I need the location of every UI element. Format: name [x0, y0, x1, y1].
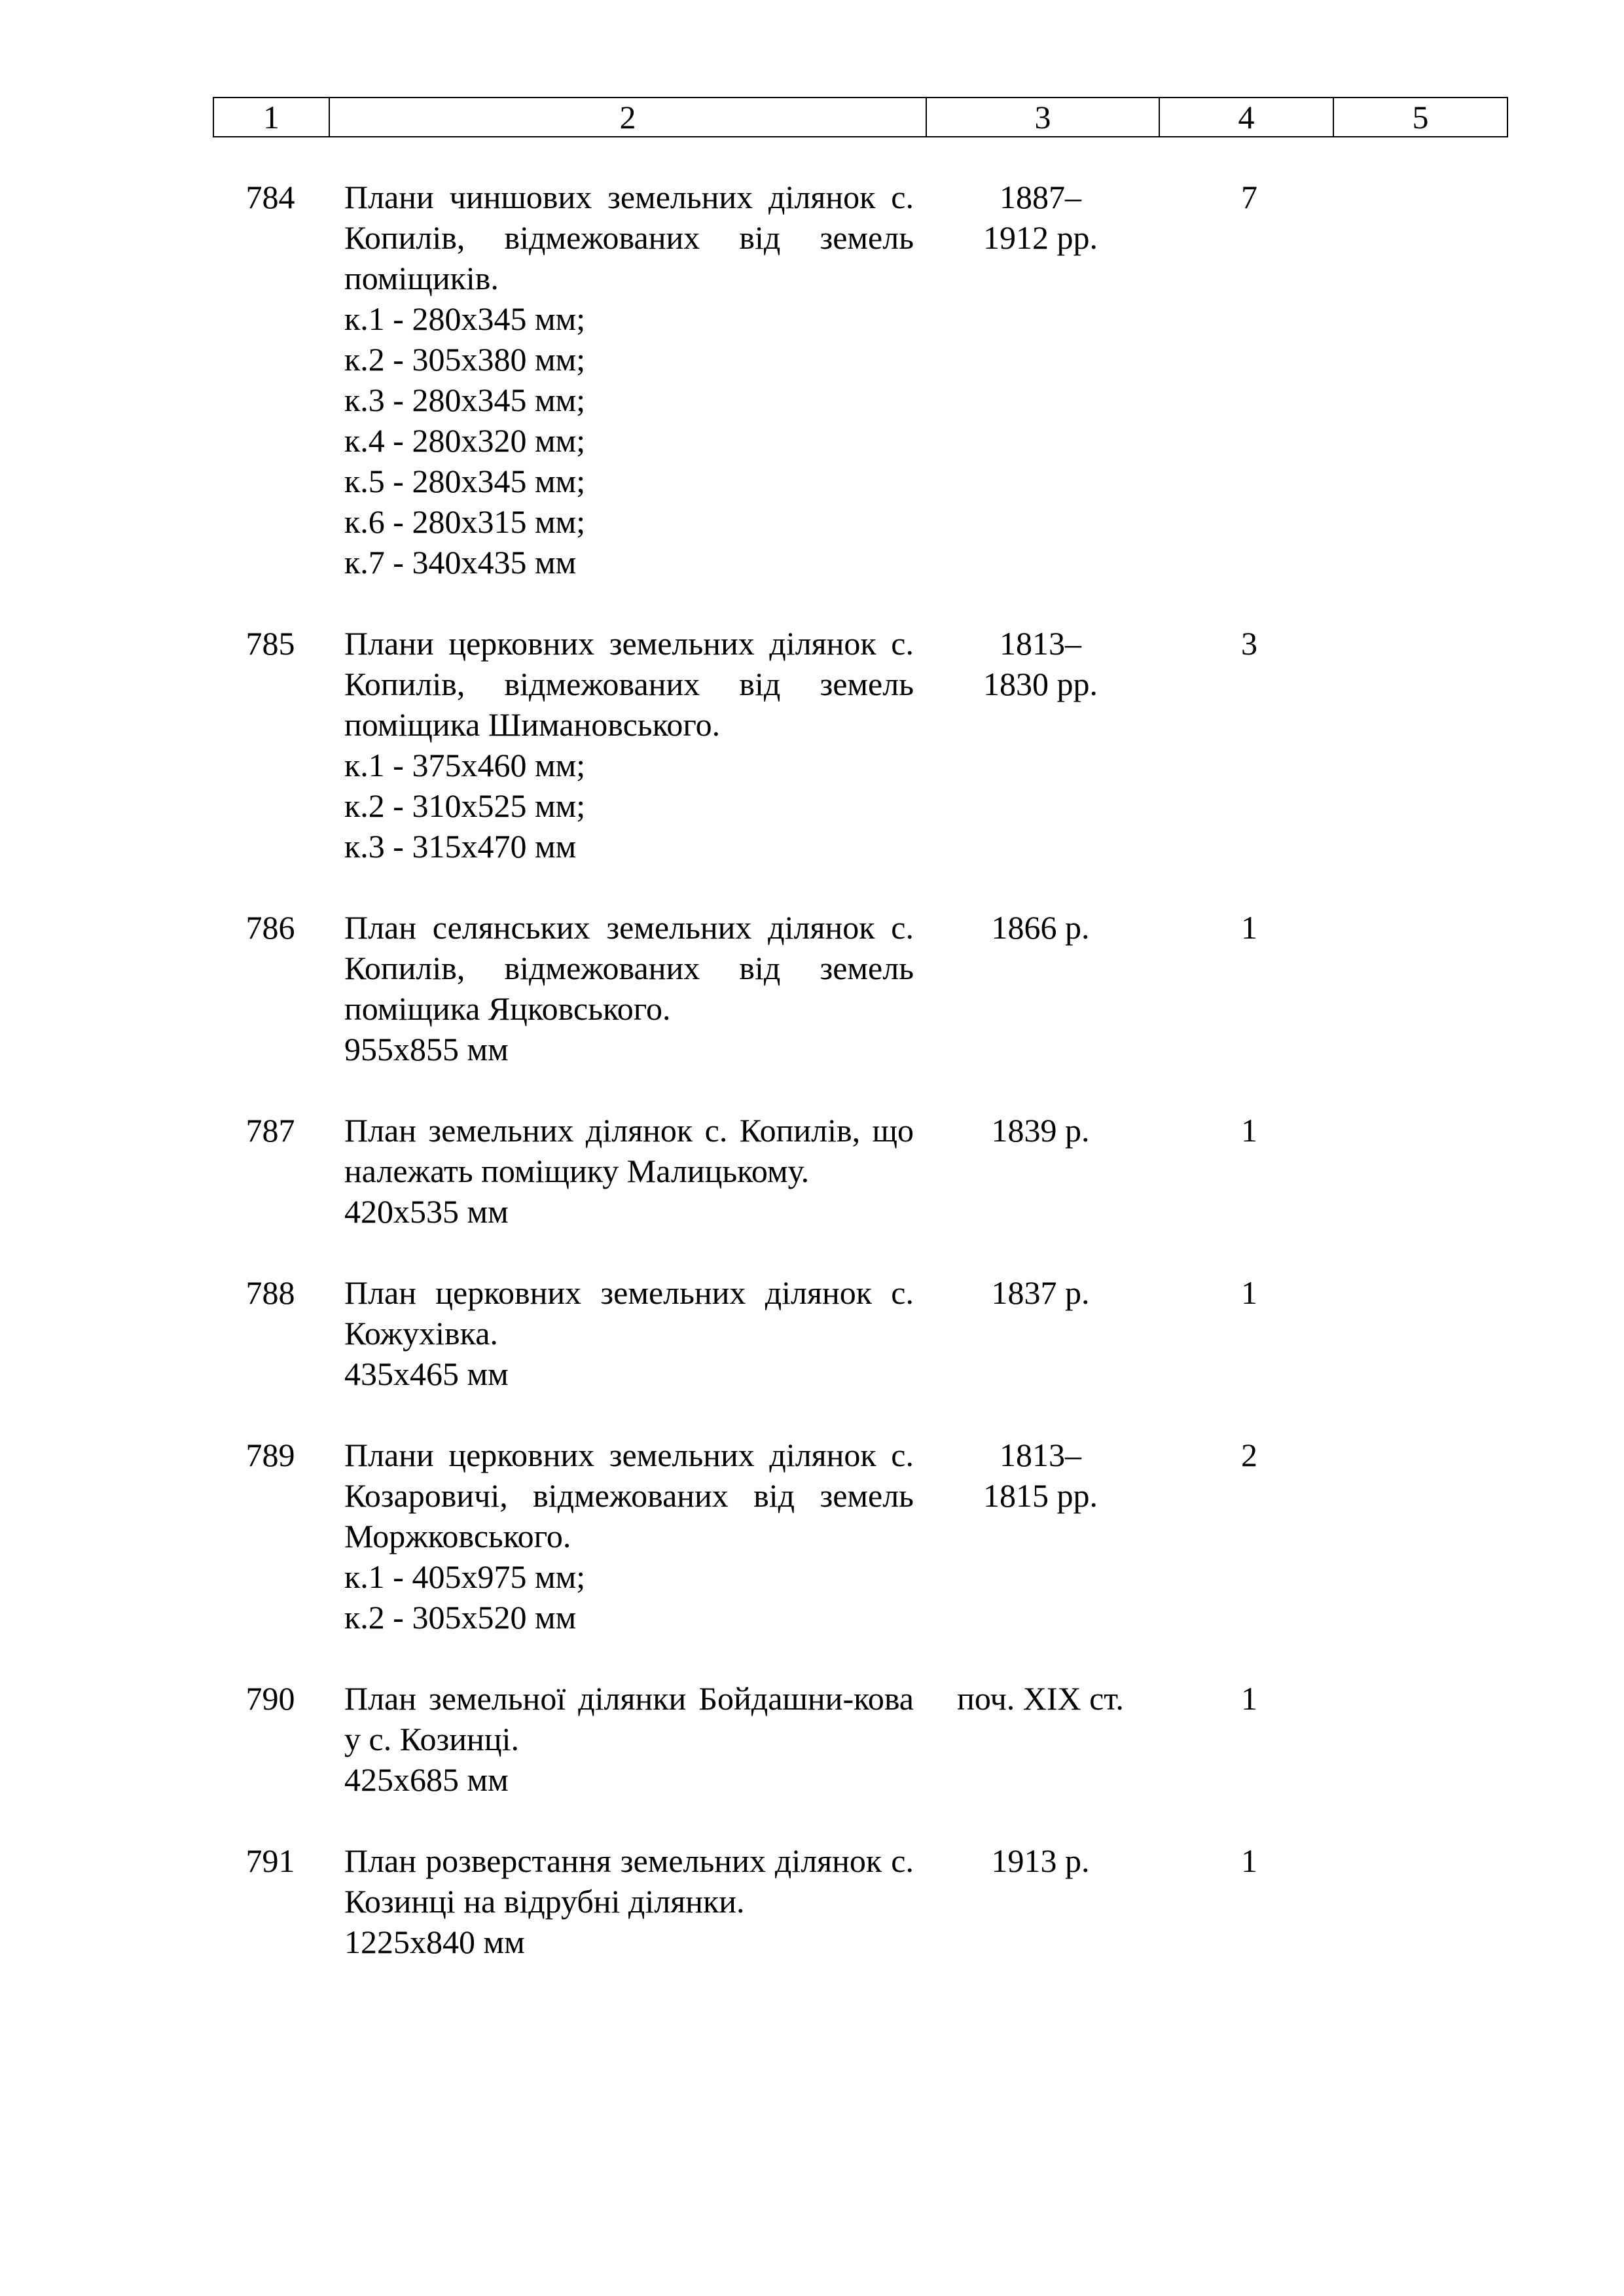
- entry-dates: [924, 1435, 1157, 1516]
- inventory-entry: [0, 907, 1624, 1069]
- column-header-row: [213, 97, 1508, 137]
- entry-title: План земельних ділянок с. Копилів, що належать поміщику Малицькому.: [344, 1112, 914, 1189]
- entry-date-line: 1866 р.: [991, 909, 1090, 946]
- entry-size-line: к.1 - 375х460 мм;: [344, 747, 586, 783]
- entry-dates: [924, 1272, 1157, 1313]
- entry-title: Плани чиншових земельних ділянок с. Копилів, відмежованих від земель поміщиків.: [344, 179, 914, 296]
- entry-title: Плани церковних земельних ділянок с. Копилів, відмежованих від земель поміщика Шимановського.: [344, 625, 914, 743]
- inventory-entry: [0, 1840, 1624, 1962]
- entry-description: [344, 1272, 914, 1394]
- entry-dates: [924, 907, 1157, 948]
- entry-dates: [924, 177, 1157, 258]
- inventory-entry: [0, 623, 1624, 867]
- entry-dates: [924, 1678, 1157, 1719]
- column-header-2: 2: [329, 98, 926, 137]
- entry-date-line: 1813–: [1000, 1437, 1081, 1473]
- entry-date-line: 1912 рр.: [983, 219, 1098, 256]
- entry-dates: [924, 623, 1157, 704]
- entry-date-line: 1913 р.: [991, 1842, 1090, 1879]
- entry-title: План розверстання земельних ділянок с. Козинці на відрубні ділянки.: [344, 1842, 914, 1920]
- entry-title: Плани церковних земельних ділянок с. Козаровичі, відмежованих від земель Моржковського.: [344, 1437, 914, 1554]
- entry-size-line: к.2 - 305х520 мм: [344, 1599, 577, 1636]
- entry-date-line: 1830 рр.: [983, 666, 1098, 702]
- entry-size-line: к.1 - 405х975 мм;: [344, 1558, 586, 1595]
- entry-size-line: 1225х840 мм: [344, 1924, 525, 1960]
- entry-date-line: 1813–: [1000, 625, 1081, 662]
- entry-sheet-count: 1: [1241, 909, 1257, 946]
- entry-date-line: 1887–: [1000, 179, 1081, 215]
- entry-sheet-count: 1: [1241, 1112, 1257, 1149]
- entry-sheet-count: 1: [1241, 1842, 1257, 1879]
- entry-description: [344, 1840, 914, 1962]
- entry-size-line: к.2 - 310х525 мм;: [344, 787, 586, 824]
- entry-title: План церковних земельних ділянок с. Кожухівка.: [344, 1274, 914, 1352]
- inventory-entry: [0, 1272, 1624, 1394]
- entry-date-line: 1839 р.: [991, 1112, 1090, 1149]
- entry-date-line: 1837 р.: [991, 1274, 1090, 1311]
- entry-size-line: 955х855 мм: [344, 1031, 509, 1067]
- entry-sheet-count: 1: [1241, 1274, 1257, 1311]
- entry-number: 791: [245, 1842, 295, 1879]
- inventory-entries: [0, 177, 1624, 2003]
- entry-number: 785: [245, 625, 295, 662]
- entry-sheet-count: 3: [1241, 625, 1257, 662]
- entry-date-line: 1815 рр.: [983, 1477, 1098, 1514]
- entry-size-line: к.4 - 280х320 мм;: [344, 422, 586, 459]
- entry-size-line: к.5 - 280х345 мм;: [344, 463, 586, 499]
- entry-description: [344, 907, 914, 1069]
- inventory-entry: [0, 177, 1624, 583]
- entry-number: 786: [245, 909, 295, 946]
- inventory-entry: [0, 1678, 1624, 1800]
- entry-size-line: к.3 - 315х470 мм: [344, 828, 577, 865]
- column-header-1: 1: [213, 98, 329, 137]
- entry-description: [344, 1678, 914, 1800]
- entry-number: 787: [245, 1112, 295, 1149]
- entry-size-line: к.7 - 340х435 мм: [344, 544, 577, 581]
- entry-size-line: 435х465 мм: [344, 1355, 509, 1392]
- entry-size-line: к.3 - 280х345 мм;: [344, 382, 586, 418]
- entry-date-line: поч. ХІХ ст.: [957, 1680, 1124, 1717]
- entry-size-line: к.2 - 305х380 мм;: [344, 341, 586, 378]
- entry-number: 788: [245, 1274, 295, 1311]
- entry-sheet-count: 7: [1241, 179, 1257, 215]
- entry-description: [344, 1435, 914, 1638]
- entry-description: [344, 177, 914, 583]
- entry-dates: [924, 1840, 1157, 1881]
- entry-size-line: к.1 - 280х345 мм;: [344, 300, 586, 337]
- entry-title: План земельної ділянки Бойдашни-кова у с. Козинці.: [344, 1680, 914, 1757]
- entry-size-line: 420х535 мм: [344, 1193, 509, 1230]
- entry-size-line: 425х685 мм: [344, 1761, 509, 1798]
- entry-dates: [924, 1110, 1157, 1151]
- entry-number: 789: [245, 1437, 295, 1473]
- column-header-5: 5: [1333, 98, 1507, 137]
- inventory-entry: [0, 1110, 1624, 1232]
- inventory-entry: [0, 1435, 1624, 1638]
- entry-sheet-count: 2: [1241, 1437, 1257, 1473]
- entry-size-line: к.6 - 280х315 мм;: [344, 503, 586, 540]
- entry-description: [344, 623, 914, 867]
- entry-number: 784: [245, 179, 295, 215]
- column-header-3: 3: [926, 98, 1159, 137]
- entry-title: План селянських земельних ділянок с. Копилів, відмежованих від земель поміщика Яцковського.: [344, 909, 914, 1027]
- entry-number: 790: [245, 1680, 295, 1717]
- entry-description: [344, 1110, 914, 1232]
- entry-sheet-count: 1: [1241, 1680, 1257, 1717]
- column-header-4: 4: [1159, 98, 1333, 137]
